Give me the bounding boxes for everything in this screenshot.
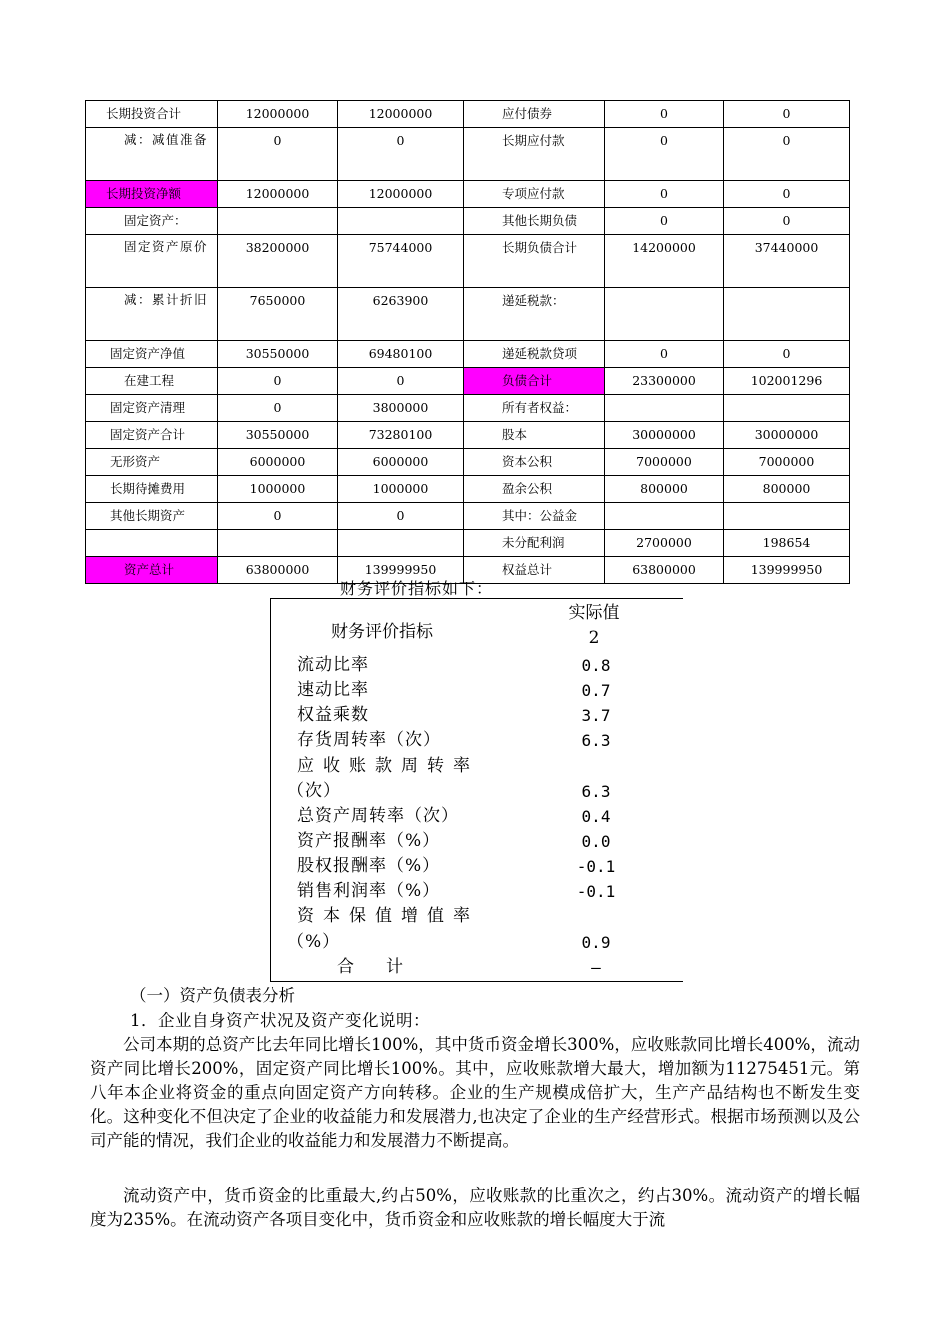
cell-value: 0 [724, 341, 850, 368]
indicator-row [271, 930, 683, 955]
row-label: 权益总计 [464, 557, 605, 584]
cell-value: 0 [338, 128, 464, 181]
table-row [86, 395, 850, 422]
row-label: 固定资产净值 [86, 341, 218, 368]
cell-value: 0 [605, 208, 724, 235]
row-label: 长期负债合计 [464, 235, 605, 288]
cell-value: 12000000 [218, 181, 338, 208]
cell-value: 198654 [724, 530, 850, 557]
cell-value: 0 [218, 128, 338, 181]
row-label: 减：减值准备 [86, 128, 218, 181]
indicator-value: 3.7 [581, 706, 611, 725]
row-label: 其中：公益金 [464, 503, 605, 530]
header-value-line2: 2 [588, 628, 600, 648]
cell-value: 30550000 [218, 422, 338, 449]
row-label-highlighted: 负债合计 [464, 368, 605, 395]
table-row [86, 181, 850, 208]
cell-value [338, 208, 464, 235]
cell-value: 73280100 [338, 422, 464, 449]
cell-value: 0 [605, 101, 724, 128]
cell-value: 139999950 [724, 557, 850, 584]
indicator-name: 流动比率 [297, 655, 369, 675]
indicator-row [271, 728, 683, 753]
row-label-highlighted: 资产总计 [86, 557, 218, 584]
cell-value: 0 [218, 368, 338, 395]
table-row [86, 503, 850, 530]
row-label: 未分配利润 [464, 530, 605, 557]
cell-value: 75744000 [338, 235, 464, 288]
balance-sheet-table [85, 100, 850, 584]
indicator-value: 0.4 [581, 807, 611, 826]
indicator-row [271, 779, 683, 804]
indicator-value: 6.3 [581, 782, 611, 801]
row-label: 其他长期资产 [86, 503, 218, 530]
sub-title: 1．企业自身资产状况及资产变化说明： [130, 1011, 430, 1030]
cell-value: 37440000 [724, 235, 850, 288]
cell-value: 2700000 [605, 530, 724, 557]
cell-value: 800000 [724, 476, 850, 503]
cell-value: 63800000 [605, 557, 724, 584]
indicator-row [271, 703, 683, 728]
row-label: 无形资产 [86, 449, 218, 476]
cell-value: 3800000 [338, 395, 464, 422]
table-row [86, 449, 850, 476]
row-label: 固定资产： [86, 208, 218, 235]
paragraph-1: 公司本期的总资产比去年同比增长100%，其中货币资金增长300%，应收账款同比增长400%，流动资产同比增长200%，固定资产同比增长100%。其中，应收账款增大最大，增加额为11275451元。第八年本企业将资金的重点向固定资产方向转移。企业的生产规模成倍扩大，生产产品结构也不断发生变化。这种变化不但决定了企业的收益能力和发展潜力,也决定了企业的生产经营形式。根据市场预测以及公司产能的情况，我们企业的收益能力和发展潜力不断提高。 [90, 1035, 860, 1150]
indicator-name: 销售利润率（%） [297, 881, 441, 901]
cell-value: 14200000 [605, 235, 724, 288]
indicator-value: 0.7 [581, 681, 611, 700]
table-row [86, 128, 850, 181]
row-label: 应付债券 [464, 101, 605, 128]
indicator-row [271, 653, 683, 678]
row-label: 递延税款： [464, 288, 605, 341]
cell-value [605, 503, 724, 530]
indicator-name: 速动比率 [297, 680, 369, 700]
cell-value [724, 503, 850, 530]
indicator-name: 资本保值增值率 [297, 906, 479, 926]
table-row [86, 341, 850, 368]
cell-value: 1000000 [338, 476, 464, 503]
table-row [86, 235, 850, 288]
indicator-row [271, 829, 683, 854]
cell-value: 7000000 [605, 449, 724, 476]
indicator-row [271, 754, 683, 779]
indicator-row [271, 678, 683, 703]
row-label: 盈余公积 [464, 476, 605, 503]
indicator-name-cont: （%） [287, 932, 341, 952]
cell-value: 102001296 [724, 368, 850, 395]
row-label: 在建工程 [86, 368, 218, 395]
cell-value: 800000 [605, 476, 724, 503]
cell-value: 30000000 [724, 422, 850, 449]
indicator-name-cont: （次） [287, 781, 341, 801]
indicator-name: 权益乘数 [297, 705, 369, 725]
cell-value: 0 [338, 368, 464, 395]
row-label: 股本 [464, 422, 605, 449]
cell-value: 0 [605, 128, 724, 181]
indicator-name: 存货周转率（次） [297, 730, 441, 750]
cell-value: 7000000 [724, 449, 850, 476]
row-label: 资本公积 [464, 449, 605, 476]
indicator-value: -0.1 [576, 882, 616, 901]
row-label: 固定资产原价 [86, 235, 218, 288]
paragraph-2: 流动资产中，货币资金的比重最大,约占50%，应收账款的比重次之，约占30%。流动资产的增长幅度为235%。在流动资产各项目变化中，货币资金和应收账款的增长幅度大于流 [90, 1186, 860, 1229]
section-title: （一）资产负债表分析 [130, 986, 295, 1005]
indicator-name: 应收账款周转率 [297, 756, 479, 776]
indicator-row [271, 804, 683, 829]
indicator-name: 总资产周转率（次） [297, 806, 459, 826]
row-label: 专项应付款 [464, 181, 605, 208]
cell-value: 7650000 [218, 288, 338, 341]
indicator-value: 0.9 [581, 933, 611, 952]
cell-value: 0 [218, 395, 338, 422]
indicator-value: -0.1 [576, 857, 616, 876]
indicators-caption: 财务评价指标如下： [340, 579, 494, 598]
indicator-total-value: — [591, 958, 601, 977]
cell-value: 6000000 [218, 449, 338, 476]
row-label: 长期应付款 [464, 128, 605, 181]
row-label: 长期待摊费用 [86, 476, 218, 503]
cell-value: 38200000 [218, 235, 338, 288]
indicator-name: 资产报酬率（%） [297, 831, 441, 851]
cell-value: 30000000 [605, 422, 724, 449]
row-label: 减：累计折旧 [86, 288, 218, 341]
row-label: 长期投资合计 [86, 101, 218, 128]
cell-value: 0 [605, 181, 724, 208]
cell-value: 6000000 [338, 449, 464, 476]
cell-value: 69480100 [338, 341, 464, 368]
cell-value: 63800000 [218, 557, 338, 584]
header-actual-value [567, 601, 621, 651]
table-row [86, 368, 850, 395]
cell-value: 0 [724, 128, 850, 181]
indicator-total-label: 合计 [337, 957, 435, 977]
indicator-row [271, 879, 683, 904]
cell-value [218, 530, 338, 557]
table-row [86, 208, 850, 235]
indicator-total-row [271, 955, 683, 980]
cell-value: 6263900 [338, 288, 464, 341]
cell-value: 0 [218, 503, 338, 530]
cell-value: 23300000 [605, 368, 724, 395]
indicators-table [270, 598, 683, 982]
cell-value [605, 395, 724, 422]
cell-value [724, 395, 850, 422]
row-label: 固定资产清理 [86, 395, 218, 422]
table-row [86, 476, 850, 503]
row-label: 递延税款贷项 [464, 341, 605, 368]
cell-value: 0 [724, 208, 850, 235]
cell-value: 12000000 [338, 181, 464, 208]
indicator-name: 股权报酬率（%） [297, 856, 441, 876]
cell-value: 1000000 [218, 476, 338, 503]
cell-value [338, 530, 464, 557]
indicator-value: 6.3 [581, 731, 611, 750]
indicator-row [271, 854, 683, 879]
cell-value: 0 [605, 341, 724, 368]
cell-value [605, 288, 724, 341]
table-row [86, 530, 850, 557]
row-label: 所有者权益： [464, 395, 605, 422]
cell-value: 12000000 [218, 101, 338, 128]
table-row [86, 422, 850, 449]
table-row [86, 288, 850, 341]
cell-value: 0 [338, 503, 464, 530]
cell-value: 0 [724, 181, 850, 208]
cell-value [724, 288, 850, 341]
row-label [86, 530, 218, 557]
row-label: 固定资产合计 [86, 422, 218, 449]
cell-value: 30550000 [218, 341, 338, 368]
cell-value: 139999950 [338, 557, 464, 584]
table-row [86, 101, 850, 128]
header-value-line1: 实际值 [568, 603, 620, 623]
indicator-row [271, 904, 683, 929]
indicator-value: 0.8 [581, 656, 611, 675]
cell-value: 12000000 [338, 101, 464, 128]
row-label: 其他长期负债 [464, 208, 605, 235]
row-label-highlighted: 长期投资净额 [86, 181, 218, 208]
cell-value [218, 208, 338, 235]
indicators-header [271, 599, 683, 651]
cell-value: 0 [724, 101, 850, 128]
header-indicator: 财务评价指标 [331, 622, 433, 642]
indicator-value: 0.0 [581, 832, 611, 851]
